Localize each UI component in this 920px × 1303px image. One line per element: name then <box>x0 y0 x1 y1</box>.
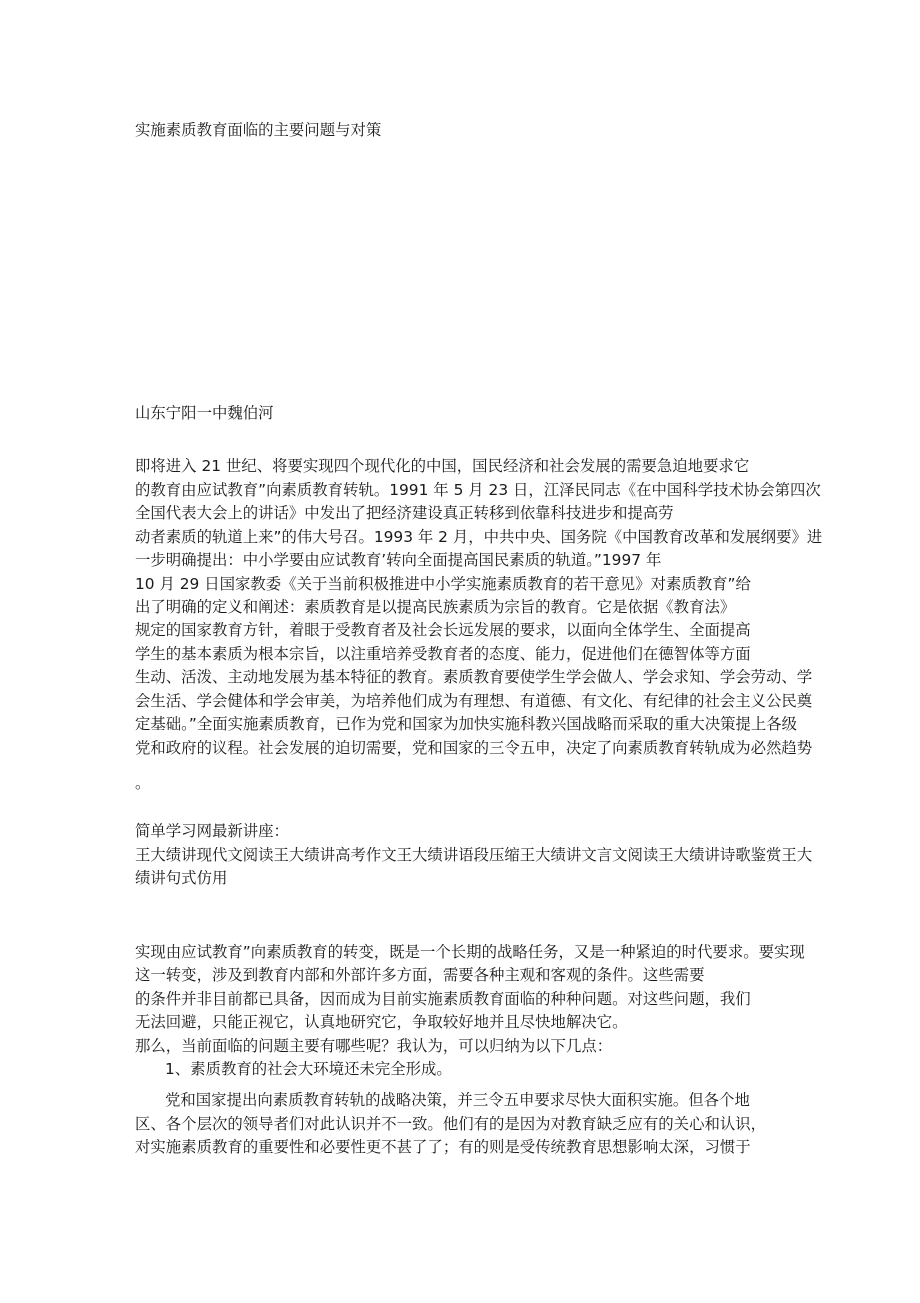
paragraph-line: 的教育由应试教育”向素质教育转轨。1991 年 5 月 23 日，江泽民同志《在中国科学技术协会第四次 <box>135 481 821 499</box>
paragraph-line: 党和政府的议程。社会发展的迫切需要，党和国家的三令五申，决定了向素质教育转轨成为必然趋势 <box>135 739 813 757</box>
paragraph-line: 区、各个层次的领导者们对此认识并不一致。他们有的是因为对教育缺乏应有的关心和认识， <box>135 1115 767 1133</box>
paragraph-line: 规定的国家教育方针，着眼于受教育者及社会长远发展的要求，以面向全体学生、全面提高 <box>135 621 751 639</box>
paragraph-line: 10 月 29 日国家教委《关于当前积极推进中小学实施素质教育的若干意见》对素质教育”给 <box>135 575 751 593</box>
paragraph-line: 动者素质的轨道上来”的伟大号召。1993 年 2 月，中共中央、国务院《中国教育改革和发展纲要》进 <box>135 528 823 546</box>
section-heading-1: 1、素质教育的社会大环境还未完全形成。 <box>165 1060 452 1078</box>
paragraph-line: 一步明确提出：中小学要由应试教育’转向全面提高国民素质的轨道。”1997 年 <box>135 551 662 569</box>
paragraph-line: 生动、活泼、主动地发展为基本特征的教育。素质教育要使学生学会做人、学会求知、学会劳动、学 <box>135 668 813 686</box>
paragraph-line: 党和国家提出向素质教育转轨的战略决策，并三令五申要求尽快大面积实施。但各个地 <box>165 1091 750 1109</box>
paragraph-line: 即将进入 21 世纪、将要实现四个现代化的中国，国民经济和社会发展的需要急迫地要求它 <box>135 457 750 475</box>
paragraph-line: 的条件并非目前都已具备，因而成为目前实施素质教育面临的种种问题。对这些问题，我们 <box>135 990 751 1008</box>
paragraph-line: 实现由应试教育”向素质教育的转变，既是一个长期的战略任务，又是一种紧迫的时代要求。要实现 <box>135 943 805 961</box>
lecture-line: 绩讲句式仿用 <box>135 869 228 887</box>
paragraph-line: 出了明确的定义和阐述：素质教育是以提高民族素质为宗旨的教育。它是依据《教育法》 <box>135 598 736 616</box>
paragraph-line: 。 <box>135 774 151 792</box>
author-line: 山东宁阳一中魏伯河 <box>135 404 274 422</box>
paragraph-line: 对实施素质教育的重要性和必要性更不甚了了；有的则是受传统教育思想影响太深，习惯于 <box>135 1138 751 1156</box>
lecture-line: 王大绩讲现代文阅读王大绩讲高考作文王大绩讲语段压缩王大绩讲文言文阅读王大绩讲诗歌鉴赏王大 <box>135 846 813 864</box>
paragraph-line: 定基础。”全面实施素质教育，已作为党和国家为加快实施科教兴国战略而采取的重大决策提上各级 <box>135 715 798 733</box>
paragraph-line: 那么，当前面临的问题主要有哪些呢？我认为，可以归纳为以下几点： <box>135 1037 613 1055</box>
paragraph-line: 这一转变，涉及到教育内部和外部许多方面，需要各种主观和客观的条件。这些需要 <box>135 966 705 984</box>
paragraph-line: 会生活、学会健体和学会审美，为培养他们成为有理想、有道德、有文化、有纪律的社会主义公民奠 <box>135 692 813 710</box>
lecture-line: 简单学习网最新讲座： <box>135 822 289 840</box>
document-title: 实施素质教育面临的主要问题与对策 <box>135 121 382 139</box>
paragraph-line: 无法回避，只能正视它，认真地研究它，争取较好地并且尽快地解决它。 <box>135 1013 628 1031</box>
paragraph-line: 全国代表大会上的讲话》中发出了把经济建设真正转移到依靠科技进步和提高劳 <box>135 504 674 522</box>
paragraph-line: 学生的基本素质为根本宗旨，以注重培养受教育者的态度、能力，促进他们在德智体等方面 <box>135 645 751 663</box>
